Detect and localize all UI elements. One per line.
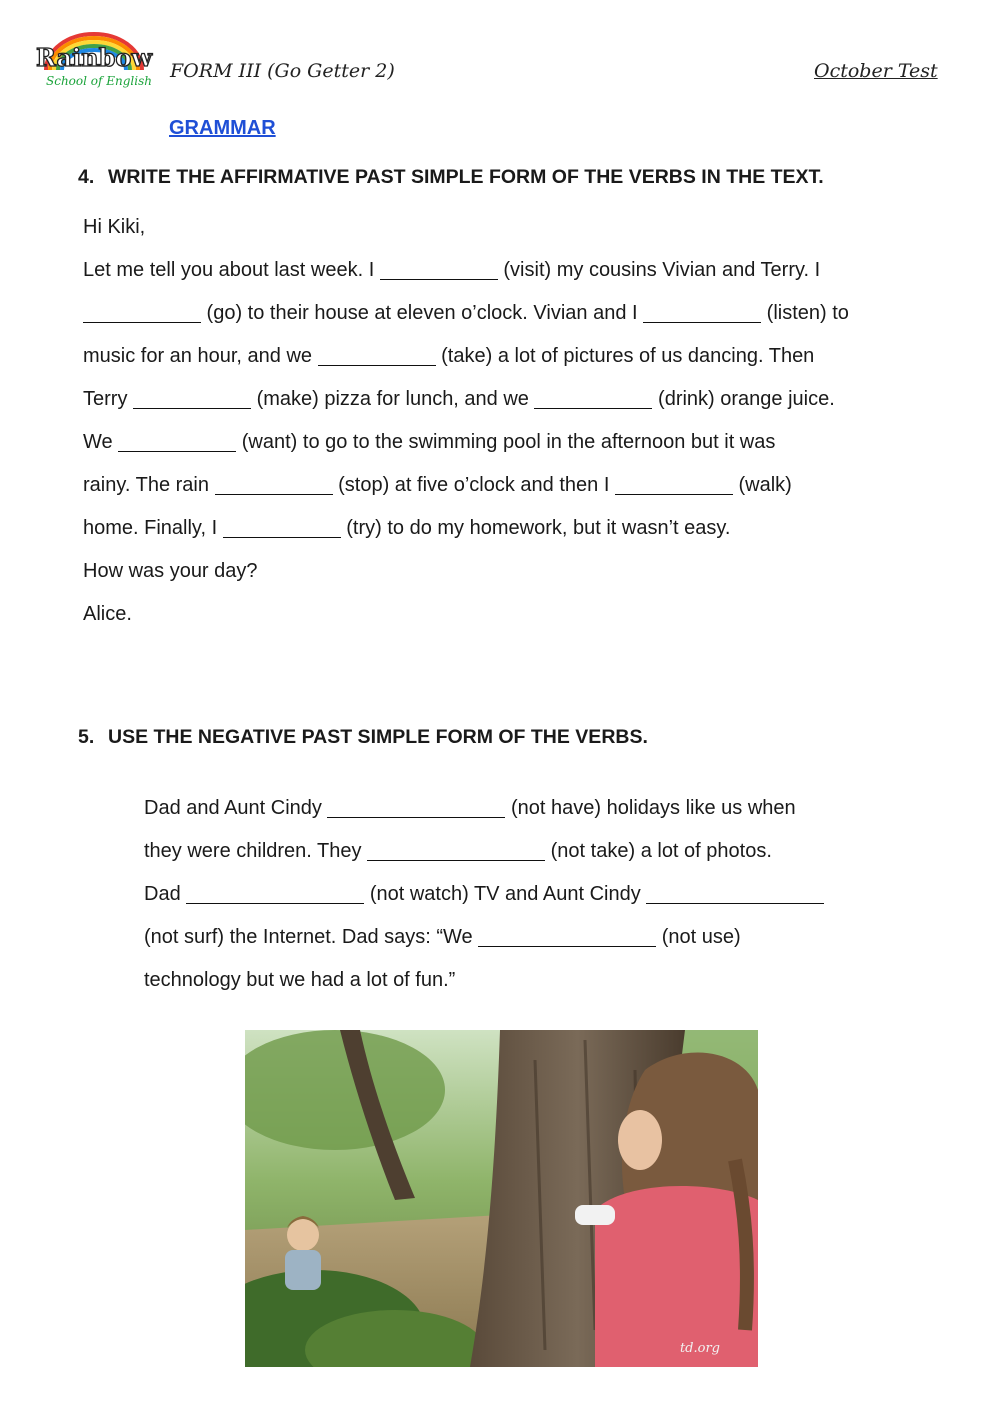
answer-blank-drink[interactable] bbox=[534, 388, 652, 409]
answer-blank-visit[interactable] bbox=[380, 259, 498, 280]
test-title: October Test bbox=[814, 60, 938, 82]
answer-blank-not-use[interactable] bbox=[478, 926, 656, 947]
answer-blank-not-take[interactable] bbox=[367, 840, 545, 861]
exercise-4-instruction: WRITE THE AFFIRMATIVE PAST SIMPLE FORM OF THE VERBS IN THE TEXT. bbox=[108, 166, 824, 188]
answer-blank-not-surf[interactable] bbox=[646, 883, 824, 904]
ex4-line-10: Alice. bbox=[83, 603, 132, 625]
answer-blank-not-have[interactable] bbox=[327, 797, 505, 818]
exercise-5-number: 5. bbox=[78, 726, 95, 748]
ex4-line-2: Let me tell you about last week. I (visit) my cousins Vivian and Terry. I bbox=[83, 259, 821, 281]
ex5-line-5: technology but we had a lot of fun.” bbox=[144, 969, 456, 991]
ex5-line-4: (not surf) the Internet. Dad says: “We (not use) bbox=[144, 926, 741, 948]
ex4-line-6: We (want) to go to the swimming pool in the afternoon but it was bbox=[83, 431, 776, 453]
ex4-line-8: home. Finally, I (try) to do my homework, but it wasn’t easy. bbox=[83, 517, 731, 539]
ex4-line-4: music for an hour, and we (take) a lot of pictures of us dancing. Then bbox=[83, 345, 815, 367]
photo-watermark: td.org bbox=[679, 1341, 720, 1356]
ex5-line-2: they were children. They (not take) a lot of photos. bbox=[144, 840, 772, 862]
answer-blank-want[interactable] bbox=[118, 431, 236, 452]
logo-wordmark: Rainbow bbox=[35, 43, 153, 72]
answer-blank-listen[interactable] bbox=[643, 302, 761, 323]
hide-and-seek-photo bbox=[245, 1030, 758, 1367]
exercise-4-heading bbox=[78, 166, 824, 189]
exercise-4-number: 4. bbox=[78, 166, 95, 188]
exercise-5-heading bbox=[78, 726, 648, 749]
answer-blank-make[interactable] bbox=[133, 388, 251, 409]
ex4-line-7: rainy. The rain (stop) at five o’clock and then I (walk) bbox=[83, 474, 792, 496]
ex5-line-1: Dad and Aunt Cindy (not have) holidays like us when bbox=[144, 797, 796, 819]
answer-blank-go[interactable] bbox=[83, 302, 201, 323]
answer-blank-try[interactable] bbox=[223, 517, 341, 538]
answer-blank-not-watch[interactable] bbox=[186, 883, 364, 904]
section-link-grammar[interactable]: GRAMMAR bbox=[169, 117, 276, 139]
answer-blank-stop[interactable] bbox=[215, 474, 333, 495]
ex4-line-9: How was your day? bbox=[83, 560, 258, 582]
answer-blank-take[interactable] bbox=[318, 345, 436, 366]
logo-subtext: School of English bbox=[46, 74, 152, 88]
ex5-line-3: Dad (not watch) TV and Aunt Cindy bbox=[144, 881, 824, 907]
ex4-line-5: Terry (make) pizza for lunch, and we (drink) orange juice. bbox=[83, 388, 835, 410]
ex4-line-3: (go) to their house at eleven o’clock. Vivian and I (listen) to bbox=[83, 300, 849, 326]
school-logo bbox=[32, 30, 156, 96]
answer-blank-walk[interactable] bbox=[615, 474, 733, 495]
exercise-5-instruction: USE THE NEGATIVE PAST SIMPLE FORM OF THE VERBS. bbox=[108, 726, 648, 748]
ex4-line-1: Hi Kiki, bbox=[83, 216, 146, 238]
form-title: FORM III (Go Getter 2) bbox=[170, 60, 395, 82]
